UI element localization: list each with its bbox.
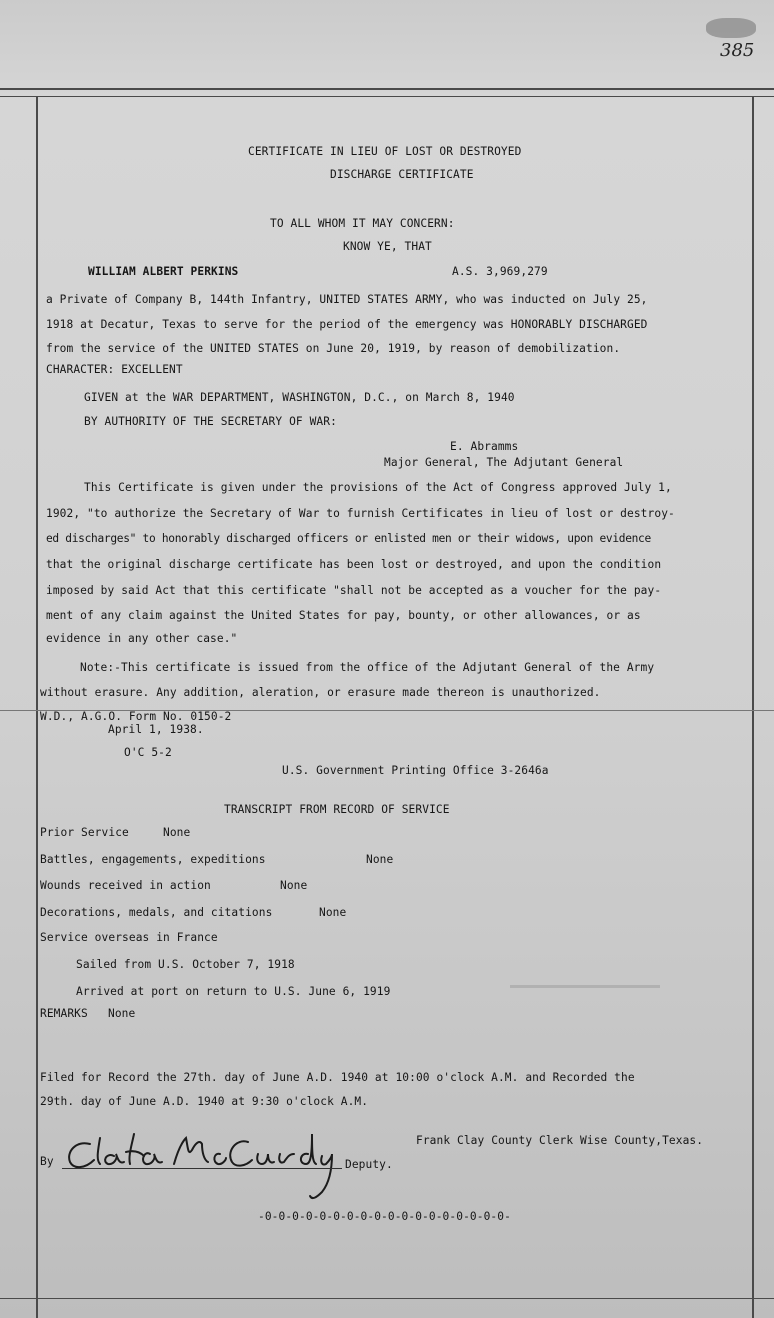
body-line: a Private of Company B, 144th Infantry, UNITED STATES ARMY, who was inducted on July 25, bbox=[46, 293, 648, 306]
provision-line: evidence in any other case." bbox=[46, 632, 238, 645]
signer-title: Major General, The Adjutant General bbox=[384, 456, 624, 469]
signature-line bbox=[62, 1168, 342, 1169]
note-line: Note:-This certificate is issued from the office of the Adjutant General of the Army bbox=[80, 661, 655, 674]
top-border-inner bbox=[0, 96, 774, 97]
serial-number: A.S. 3,969,279 bbox=[452, 265, 548, 278]
wounds-value: None bbox=[280, 879, 308, 892]
signer-name: E. Abramms bbox=[450, 440, 519, 453]
given-line: GIVEN at the WAR DEPARTMENT, WASHINGTON, D.C., on March 8, 1940 bbox=[84, 391, 515, 404]
note-line: without erasure. Any addition, aleration, or erasure made thereon is unauthorized. bbox=[40, 686, 601, 699]
arrived-line: Arrived at port on return to U.S. June 6, 1919 bbox=[76, 985, 391, 998]
prior-service-label: Prior Service bbox=[40, 826, 129, 839]
decorations-label: Decorations, medals, and citations bbox=[40, 906, 273, 919]
remarks-label: REMARKS bbox=[40, 1007, 88, 1020]
authority-line: BY AUTHORITY OF THE SECRETARY OF WAR: bbox=[84, 415, 337, 428]
provision-line: imposed by said Act that this certificate "shall not be accepted as a voucher for the pay- bbox=[46, 584, 662, 597]
right-border bbox=[752, 96, 754, 1318]
left-border bbox=[36, 96, 38, 1318]
by-label: By bbox=[40, 1155, 54, 1168]
provision-line: that the original discharge certificate has been lost or destroyed, and upon the condition bbox=[46, 558, 662, 571]
page-number: 385 bbox=[720, 40, 755, 61]
recording-line1: Filed for Record the 27th. day of June A.D. 1940 at 10:00 o'clock A.M. and Recorded the bbox=[40, 1071, 635, 1084]
character-line: CHARACTER: EXCELLENT bbox=[46, 363, 183, 376]
end-rule: -0-0-0-0-0-0-0-0-0-0-0-0-0-0-0-0-0-0- bbox=[258, 1210, 511, 1223]
bottom-border bbox=[0, 1298, 774, 1299]
scan-smudge bbox=[510, 985, 660, 988]
provision-line: ment of any claim against the United States for pay, bounty, or other allowances, or as bbox=[46, 609, 641, 622]
provision-line: 1902, "to authorize the Secretary of War to furnish Certificates in lieu of lost or destroy- bbox=[46, 507, 675, 520]
form-number: W.D., A.G.O. Form No. 0150-2 bbox=[40, 710, 232, 723]
battles-label: Battles, engagements, expeditions bbox=[40, 853, 266, 866]
remarks-value: None bbox=[108, 1007, 136, 1020]
salutation-line1: TO ALL WHOM IT MAY CONCERN: bbox=[270, 217, 455, 230]
salutation-line2: KNOW YE, THAT bbox=[343, 240, 432, 253]
deputy-signature bbox=[60, 1130, 350, 1214]
certificate-title-line2: DISCHARGE CERTIFICATE bbox=[330, 168, 474, 181]
body-line: from the service of the UNITED STATES on June 20, 1919, by reason of demobilization. bbox=[46, 342, 621, 355]
transcript-heading: TRANSCRIPT FROM RECORD OF SERVICE bbox=[224, 803, 450, 816]
form-date: April 1, 1938. bbox=[108, 723, 204, 736]
decorations-value: None bbox=[319, 906, 347, 919]
printing-office: U.S. Government Printing Office 3-2646a bbox=[282, 764, 549, 777]
oc-code: O'C 5-2 bbox=[124, 746, 172, 759]
wounds-label: Wounds received in action bbox=[40, 879, 211, 892]
page-number-scribble bbox=[706, 18, 756, 38]
clerk-line: Frank Clay County Clerk Wise County,Texas. bbox=[416, 1134, 704, 1147]
body-line: 1918 at Decatur, Texas to serve for the period of the emergency was HONORABLY DISCHARGED bbox=[46, 318, 648, 331]
provision-line: This Certificate is given under the provisions of the Act of Congress approved July 1, bbox=[84, 481, 672, 494]
battles-value: None bbox=[366, 853, 394, 866]
recording-line2: 29th. day of June A.D. 1940 at 9:30 o'clock A.M. bbox=[40, 1095, 369, 1108]
provision-line: ed discharges" to honorably discharged officers or enlisted men or their widows, upon evidence bbox=[46, 532, 651, 545]
prior-service-value: None bbox=[163, 826, 191, 839]
certificate-title-line1: CERTIFICATE IN LIEU OF LOST OR DESTROYED bbox=[248, 145, 522, 158]
sailed-line: Sailed from U.S. October 7, 1918 bbox=[76, 958, 295, 971]
top-border bbox=[0, 88, 774, 90]
overseas-line: Service overseas in France bbox=[40, 931, 218, 944]
soldier-name: WILLIAM ALBERT PERKINS bbox=[88, 265, 239, 278]
deputy-label: Deputy. bbox=[345, 1158, 393, 1171]
